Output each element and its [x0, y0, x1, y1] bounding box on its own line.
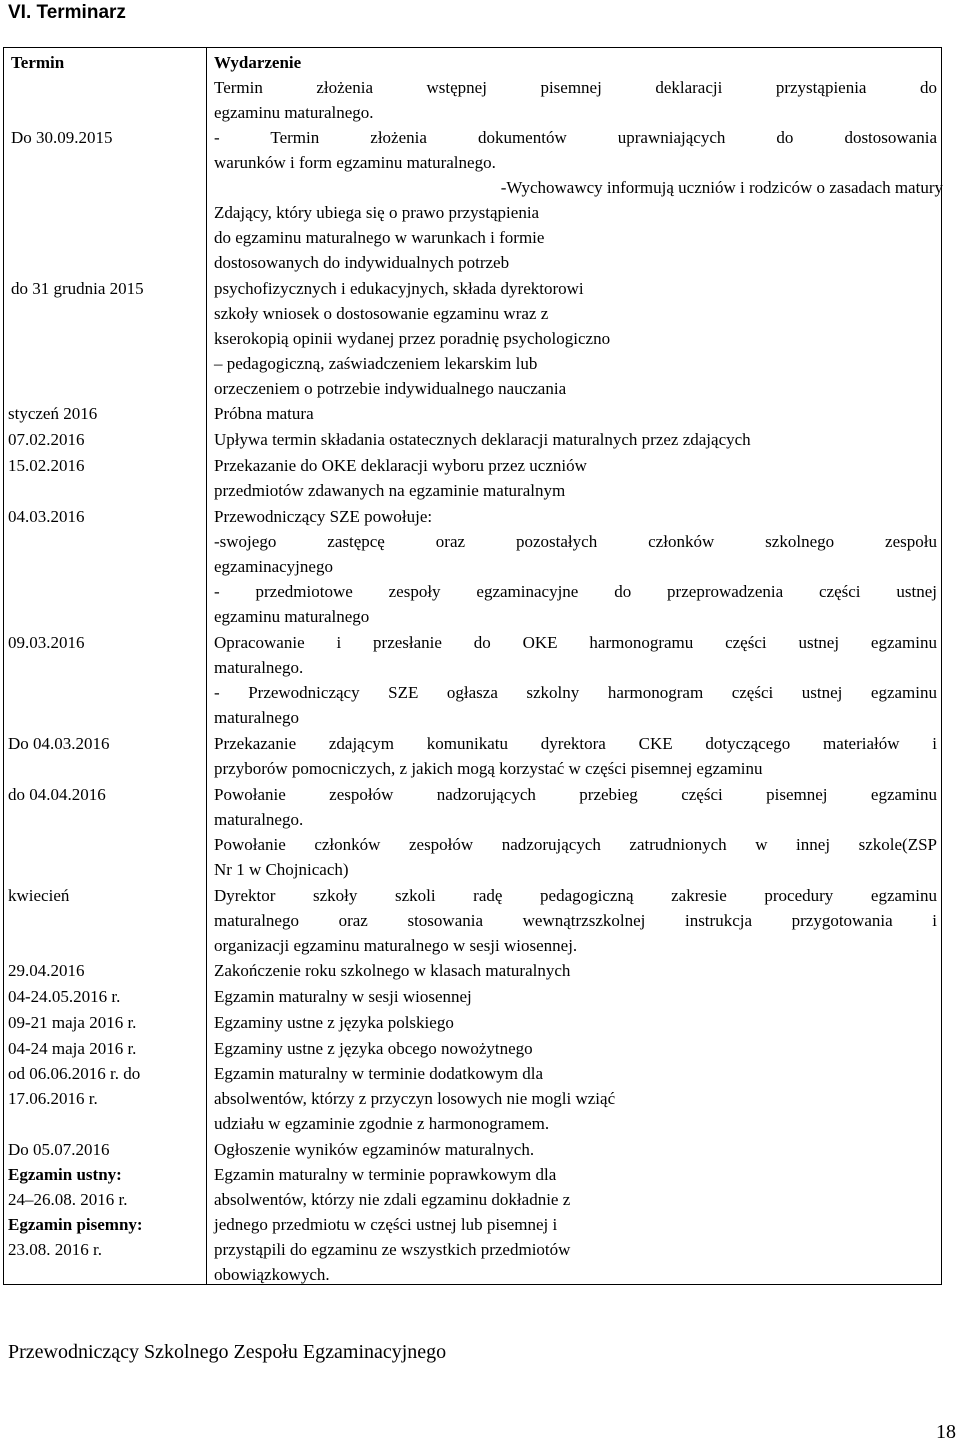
row-7-event-line-3: - Przewodniczący SZE ogłasza szkolny harmonogram części ustnej egzaminu — [214, 683, 937, 702]
row-17-term-oral-date: 24–26.08. 2016 r. — [8, 1190, 128, 1209]
row-10-event-line-2: maturalnego oraz stosowania wewnątrzszkolnej instrukcja przygotowania i — [214, 911, 937, 930]
row-14-term: 04-24 maja 2016 r. — [8, 1039, 137, 1058]
footer-signature: Przewodniczący Szkolnego Zespołu Egzaminacyjnego — [8, 1341, 447, 1363]
row-15-event-line-2: absolwentów, którzy z przyczyn losowych nie mogli wziąć — [214, 1089, 616, 1108]
row-10-event-line-3: organizacji egzaminu maturalnego w sesji wiosennej. — [214, 936, 578, 955]
row-6-term: 04.03.2016 — [8, 507, 85, 526]
header-event: Wydarzenie — [214, 53, 302, 72]
row-11-event: Zakończenie roku szkolnego w klasach maturalnych — [214, 961, 571, 980]
row-2-term: do 31 grudnia 2015 — [11, 279, 144, 298]
row-17-event-line-5: obowiązkowych. — [214, 1265, 330, 1284]
row-6-event-line-1: Przewodniczący SZE powołuje: — [214, 507, 433, 526]
row-2-event-line-6: kserokopią opinii wydanej przez poradnię psychologiczno — [214, 329, 611, 348]
row-9-event-line-1: Powołanie zespołów nadzorujących przebieg części pisemnej egzaminu — [214, 785, 937, 804]
column-divider — [206, 48, 207, 1284]
schedule-table — [3, 47, 942, 1285]
row-6-event-line-3: egzaminacyjnego — [214, 557, 333, 576]
row-7-term: 09.03.2016 — [8, 633, 85, 652]
row-6-event-line-2: -swojego zastępcę oraz pozostałych członków szkolnego zespołu — [214, 532, 937, 551]
row-17-term-written-label: Egzamin pisemny: — [8, 1215, 143, 1234]
row-2-event-line-8: orzeczeniem o potrzebie indywidualnego nauczania — [214, 379, 567, 398]
row-1-term: Do 30.09.2015 — [11, 128, 113, 147]
row-17-event-line-4: przystąpili do egzaminu ze wszystkich przedmiotów — [214, 1240, 571, 1259]
row-1-event-line-2: egzaminu maturalnego. — [214, 103, 374, 122]
row-3-event: Próbna matura — [214, 404, 314, 423]
row-6-event-line-4: - przedmiotowe zespoły egzaminacyjne do przeprowadzenia części ustnej — [214, 582, 937, 601]
row-15-term-line-2: 17.06.2016 r. — [8, 1089, 98, 1108]
row-17-event-line-1: Egzamin maturalny w terminie poprawkowym dla — [214, 1165, 557, 1184]
header-term: Termin — [11, 53, 65, 72]
row-17-term-written-date: 23.08. 2016 r. — [8, 1240, 102, 1259]
row-8-term: Do 04.03.2016 — [8, 734, 110, 753]
row-12-event: Egzamin maturalny w sesji wiosennej — [214, 987, 472, 1006]
row-9-term: do 04.04.2016 — [8, 785, 106, 804]
row-1-event-line-1: Termin złożenia wstępnej pisemnej deklaracji przystąpienia do — [214, 78, 937, 97]
row-14-event: Egzaminy ustne z języka obcego nowożytnego — [214, 1039, 533, 1058]
row-17-term-oral-label: Egzamin ustny: — [8, 1165, 122, 1184]
row-9-event-line-3: Powołanie członków zespołów nadzorujących zatrudnionych w innej szkole(ZSP — [214, 835, 937, 854]
row-7-event-line-2: maturalnego. — [214, 658, 304, 677]
row-1-event-line-3: - Termin złożenia dokumentów uprawniających do dostosowania — [214, 128, 937, 147]
row-17-event-line-3: jednego przedmiotu w części ustnej lub pisemnej i — [214, 1215, 558, 1234]
row-4-event: Upływa termin składania ostatecznych deklaracji maturalnych przez zdających — [214, 430, 751, 449]
row-2-event-line-4: psychofizycznych i edukacyjnych, składa dyrektorowi — [214, 279, 584, 298]
row-2-event-line-5: szkoły wniosek o dostosowanie egzaminu wraz z — [214, 304, 549, 323]
section-title: VI. Terminarz — [8, 2, 126, 23]
row-2-event-line-3: dostosowanych do indywidualnych potrzeb — [214, 253, 510, 272]
row-3-term: styczeń 2016 — [8, 404, 98, 423]
row-1-event-line-5: -Wychowawcy informują uczniów i rodziców o zasadach matury — [500, 178, 943, 197]
row-5-event-line-2: przedmiotów zdawanych na egzaminie maturalnym — [214, 481, 566, 500]
page-number: 18 — [936, 1421, 956, 1443]
row-15-event-line-1: Egzamin maturalny w terminie dodatkowym dla — [214, 1064, 544, 1083]
row-6-event-line-5: egzaminu maturalnego — [214, 607, 370, 626]
row-16-event: Ogłoszenie wyników egzaminów maturalnych. — [214, 1140, 535, 1159]
row-2-event-line-1: Zdający, który ubiega się o prawo przystąpienia — [214, 203, 540, 222]
row-8-event-line-2: przyborów pomocniczych, z jakich mogą korzystać w części pisemnej egzaminu — [214, 759, 763, 778]
row-7-event-line-4: maturalnego — [214, 708, 299, 727]
row-17-event-line-2: absolwentów, którzy nie zdali egzaminu dokładnie z — [214, 1190, 571, 1209]
row-5-event-line-1: Przekazanie do OKE deklaracji wyboru przez uczniów — [214, 456, 587, 475]
row-12-term: 04-24.05.2016 r. — [8, 987, 121, 1006]
row-11-term: 29.04.2016 — [8, 961, 85, 980]
row-16-term: Do 05.07.2016 — [8, 1140, 110, 1159]
row-9-event-line-4: Nr 1 w Chojnicach) — [214, 860, 349, 879]
row-1-event-line-4: warunków i form egzaminu maturalnego. — [214, 153, 496, 172]
row-7-event-line-1: Opracowanie i przesłanie do OKE harmonogramu części ustnej egzaminu — [214, 633, 937, 652]
row-4-term: 07.02.2016 — [8, 430, 85, 449]
row-2-event-line-2: do egzaminu maturalnego w warunkach i formie — [214, 228, 545, 247]
row-15-event-line-3: udziału w egzaminie zgodnie z harmonogramem. — [214, 1114, 550, 1133]
row-15-term-line-1: od 06.06.2016 r. do — [8, 1064, 141, 1083]
row-13-event: Egzaminy ustne z języka polskiego — [214, 1013, 454, 1032]
row-10-term: kwiecień — [8, 886, 70, 905]
row-2-event-line-7: – pedagogiczną, zaświadczeniem lekarskim lub — [214, 354, 538, 373]
row-5-term: 15.02.2016 — [8, 456, 85, 475]
row-8-event-line-1: Przekazanie zdającym komunikatu dyrektora CKE dotyczącego materiałów i — [214, 734, 937, 753]
row-13-term: 09-21 maja 2016 r. — [8, 1013, 137, 1032]
row-10-event-line-1: Dyrektor szkoły szkoli radę pedagogiczną zakresie procedury egzaminu — [214, 886, 937, 905]
row-9-event-line-2: maturalnego. — [214, 810, 304, 829]
